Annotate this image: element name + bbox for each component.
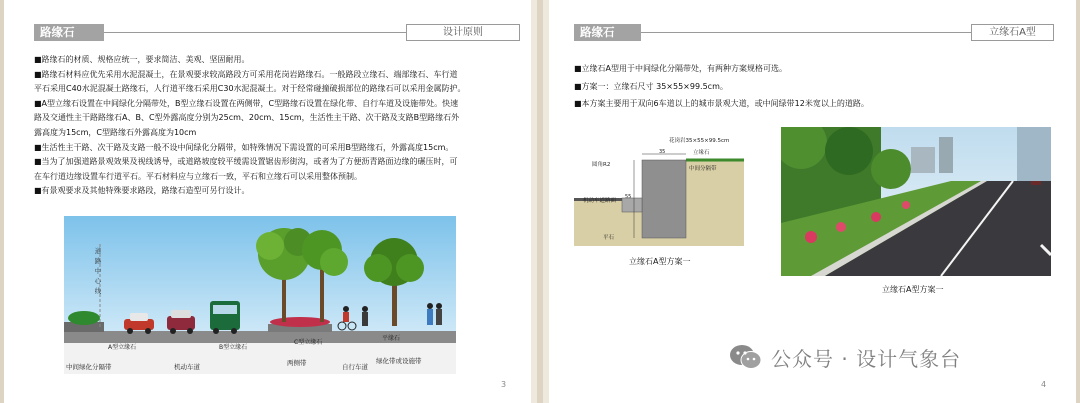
paragraph: ■有景观要求及其他特殊要求路段，路缘石造型可另行设计。 <box>34 186 250 196</box>
drawing-label-pavement: 机动车道路面 <box>583 198 617 204</box>
label-char: 中 <box>94 267 102 275</box>
paragraph: 在车行道边缘设置车行道平石。平石材料应与立缘石一致，平石和立缘石可以采用整体预制。 <box>34 171 362 181</box>
paragraph: ■本方案主要用于双向6车道以上的城市景观大道，或中间绿带12米宽以上的道路。 <box>574 99 869 108</box>
section-header <box>574 24 1054 41</box>
pedestrian-icon <box>362 306 368 326</box>
section-tag: 立缘石A型 <box>971 24 1054 41</box>
median-shrub <box>68 311 100 325</box>
paragraph: ■路缘石的材质、规格应统一，要求简洁、美观、坚固耐用。 <box>34 55 250 64</box>
drawing-label-granite: 花岗岩35×55×99.5cm <box>669 138 730 144</box>
pedestrian-icon <box>436 303 442 325</box>
building <box>911 147 935 173</box>
pedestrian-icon <box>427 303 433 325</box>
paragraph: ■生活性主干路、次干路及支路一般不设中间绿化分隔带，如特殊情况下需设置的可采用B型路缘石，外露高度15cm。 <box>34 142 454 152</box>
center-line-label <box>94 246 102 296</box>
curb-section-drawing <box>574 130 744 246</box>
paragraph: ■当为了加强道路景观效果及视线诱导，或道路坡度较平缓需设置锯齿形街沟，或者为了方便沥青路面边缘的碾压时，可 <box>34 157 458 167</box>
drawing-label-median: 中间分隔带 <box>689 166 717 172</box>
tree-canopy <box>871 149 911 189</box>
watermark-text: 公众号 · 设计气象台 <box>771 346 962 371</box>
paragraph: 路及交通性主干路路缘石A、B、C型外露高度分别为25cm、20cm、15cm，生活性主干路、次干路及支路B型路缘石外 <box>34 113 460 123</box>
paragraph: ■立缘石A型用于中间绿化分隔带处，有两种方案规格可选。 <box>574 64 788 73</box>
label-type-b: B型立缘石 <box>219 344 248 351</box>
label-char: 线 <box>94 287 102 295</box>
label-char: 心 <box>94 277 102 285</box>
paragraph: 露高度为15cm，C型路缘石外露高度为10cm <box>34 127 197 137</box>
body-text <box>34 53 466 199</box>
dim-width: 35 <box>659 149 666 155</box>
caption-drawing: 立缘石A型方案一 <box>629 257 691 266</box>
paragraph: ■方案一：立缘石尺寸 35×55×99.5cm。 <box>574 81 728 91</box>
drawing-label-fillet: 圆角R2 <box>592 162 611 168</box>
drawing-label-flat-stone: 平石 <box>603 235 615 241</box>
page-number: 3 <box>501 380 507 389</box>
label-motorway: 机动车道 <box>174 363 200 371</box>
bus-icon <box>210 301 240 334</box>
left-page <box>4 0 537 403</box>
paragraph: 平石采用C40水泥混凝土路缘石，人行道平缘石采用C30水泥混凝土。对于经常碰撞破损部位的路缘石可以采用金属防护。 <box>34 84 466 94</box>
flat-stone <box>622 198 642 212</box>
label-green-belt: 绿化带或设施带 <box>376 357 422 365</box>
curb-block <box>642 160 686 238</box>
label-type-c: C型立缘石 <box>294 339 323 346</box>
label-flat-curb: 平缘石 <box>382 335 401 342</box>
page-gutter <box>543 0 549 403</box>
dim-height: 55 <box>625 194 632 200</box>
street-photo <box>781 127 1051 276</box>
section-title: 路缘石 <box>34 24 104 41</box>
building <box>939 137 953 173</box>
label-char: 道 <box>94 247 102 255</box>
watermark <box>729 342 961 372</box>
section-tag: 设计原则 <box>406 24 520 41</box>
paragraph: ■路缘石材料应优先采用水泥混凝土，在景观要求较高路段方可采用花岗岩路缘石。一般路段立缘石、端部缘石、车行道 <box>34 69 458 79</box>
label-char: 路 <box>94 257 102 265</box>
section-title: 路缘石 <box>574 24 641 41</box>
wechat-icon <box>729 343 763 371</box>
median-soil <box>686 160 744 246</box>
caption-photo: 立缘石A型方案一 <box>882 285 944 294</box>
body-text <box>574 60 869 113</box>
label-bike-lane: 自行车道 <box>342 363 368 371</box>
page-number: 4 <box>1041 380 1047 389</box>
tree-canopy <box>825 127 873 175</box>
label-median: 中间绿化分隔带 <box>66 363 112 371</box>
section-header <box>34 24 520 41</box>
page-gutter <box>531 0 537 403</box>
paragraph: ■A型立缘石设置在中间绿化分隔带处，B型立缘石设置在两侧带，C型路缘石设置在绿化带、自行车道及设施带处。快速 <box>34 98 459 108</box>
building <box>1017 127 1051 181</box>
drawing-label-curb: 立缘石 <box>693 150 710 156</box>
label-side-strip: 两侧带 <box>287 359 307 367</box>
label-type-a: A型立缘石 <box>108 344 137 351</box>
